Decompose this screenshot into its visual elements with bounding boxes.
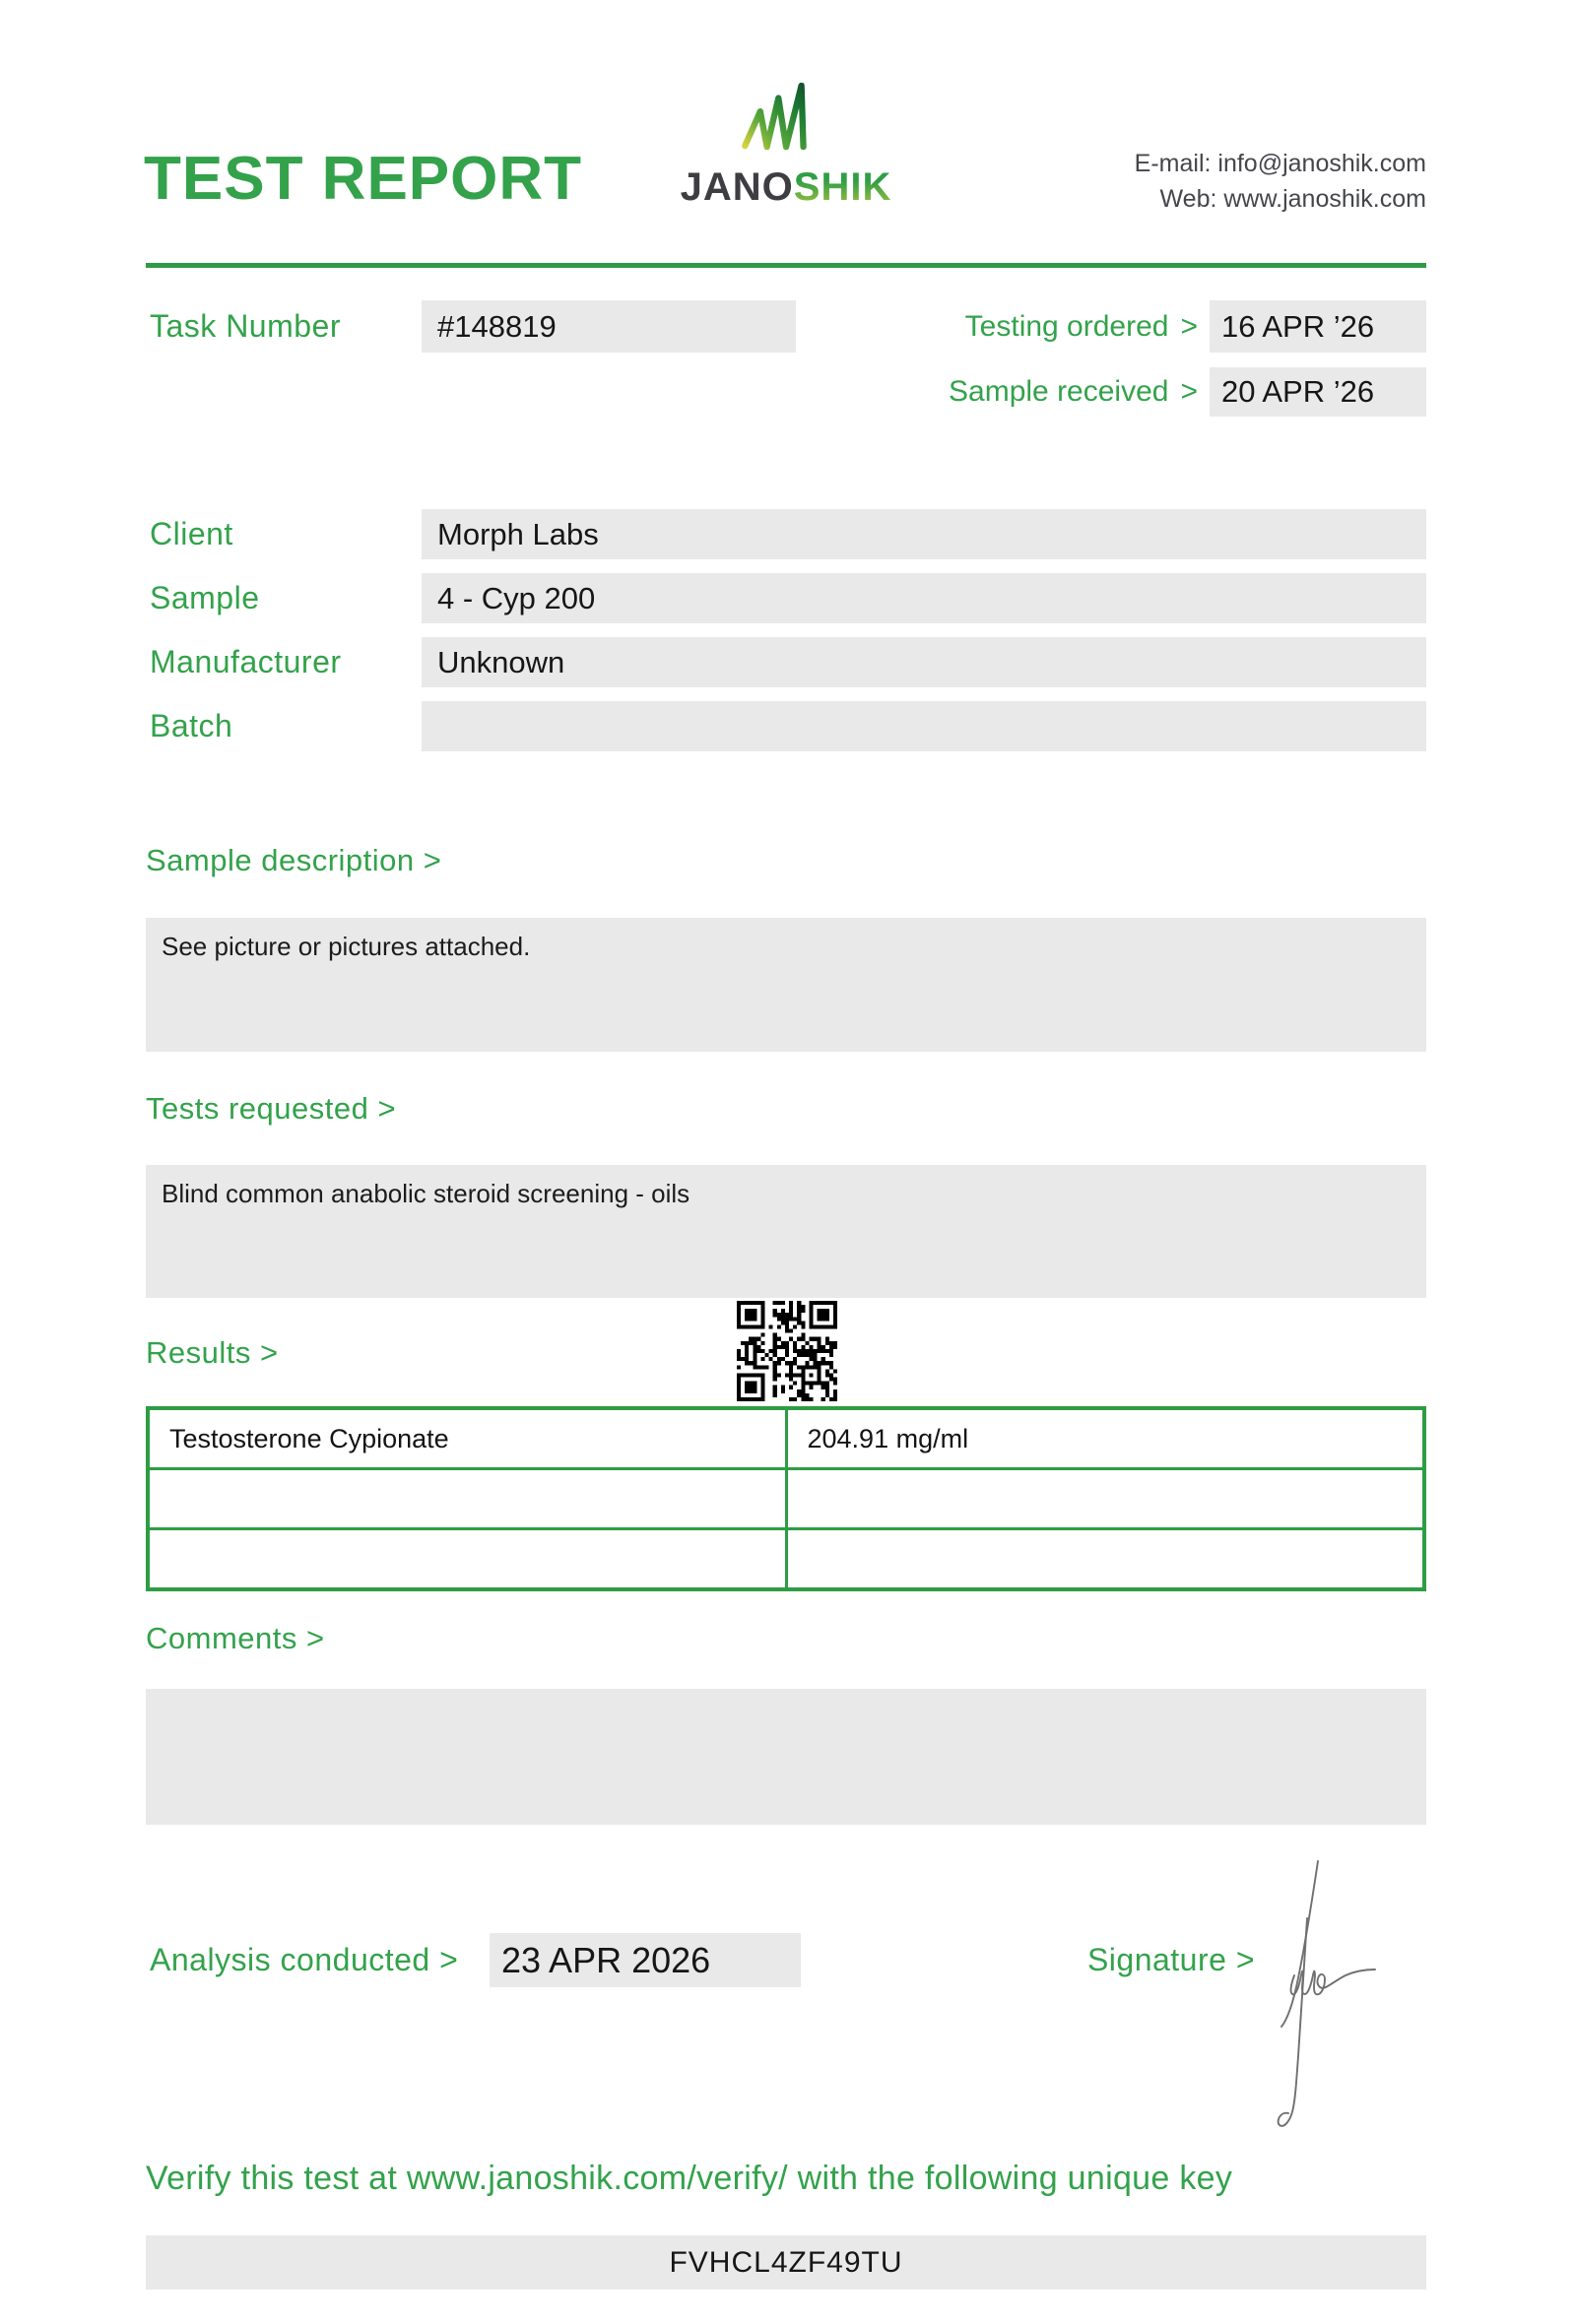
client-value: Morph Labs <box>422 509 1426 559</box>
table-row <box>148 1408 1424 1469</box>
logo-text-dark: JANO <box>680 165 794 209</box>
tests-requested-box: Blind common anabolic steroid screening - oils <box>146 1165 1426 1298</box>
logo <box>678 83 894 226</box>
client-label: Client <box>150 516 233 551</box>
testing-ordered-row <box>886 300 1426 353</box>
arrow-glyph: > <box>1180 375 1198 408</box>
logo-text-green: SHIK <box>793 165 892 209</box>
contact-email: E-mail: info@janoshik.com <box>1134 150 1426 177</box>
comments-box <box>146 1689 1426 1825</box>
arrow-glyph: > <box>1180 309 1198 343</box>
analysis-conducted-value: 23 APR 2026 <box>490 1933 801 1987</box>
testing-ordered-label: Testing ordered <box>964 309 1169 343</box>
result-value: 204.91 mg/ml <box>786 1408 1424 1469</box>
comments-heading: Comments > <box>146 1621 325 1655</box>
sample-description-box: See picture or pictures attached. <box>146 918 1426 1052</box>
task-number-value: #148819 <box>422 300 796 353</box>
batch-label: Batch <box>150 708 233 743</box>
result-analyte <box>148 1529 786 1590</box>
table-row <box>148 1529 1424 1590</box>
table-row <box>148 1469 1424 1529</box>
sample-value: 4 - Cyp 200 <box>422 573 1426 623</box>
tests-requested-heading: Tests requested > <box>146 1091 397 1126</box>
logo-chart-icon <box>739 83 837 152</box>
verify-instruction: Verify this test at www.janoshik.com/verify/ with the following unique key <box>146 2160 1233 2197</box>
logo-wordmark <box>678 165 894 210</box>
result-analyte: Testosterone Cypionate <box>148 1408 786 1469</box>
signature-image <box>1261 1849 1438 2145</box>
header-divider <box>146 263 1426 268</box>
unique-key-value: FVHCL4ZF49TU <box>146 2235 1426 2290</box>
page-title: TEST REPORT <box>144 145 583 213</box>
sample-received-value: 20 APR ’26 <box>1210 367 1426 417</box>
analysis-conducted-label: Analysis conducted > <box>150 1942 459 1977</box>
qr-code <box>737 1301 837 1401</box>
manufacturer-value: Unknown <box>422 637 1426 687</box>
task-number-label: Task Number <box>150 308 341 344</box>
sample-label: Sample <box>150 580 260 615</box>
sample-received-label: Sample received <box>949 375 1169 408</box>
contact-info <box>1135 146 1426 217</box>
signature-label: Signature > <box>1086 1942 1255 1977</box>
contact-web: Web: www.janoshik.com <box>1159 185 1426 213</box>
manufacturer-label: Manufacturer <box>150 644 342 679</box>
testing-ordered-value: 16 APR ’26 <box>1210 300 1426 353</box>
results-heading: Results > <box>146 1335 279 1370</box>
result-analyte <box>148 1469 786 1529</box>
batch-value <box>422 701 1426 751</box>
result-value <box>786 1529 1424 1590</box>
results-table <box>146 1406 1426 1591</box>
sample-received-row <box>886 367 1426 417</box>
result-value <box>786 1469 1424 1529</box>
sample-description-heading: Sample description > <box>146 843 442 877</box>
